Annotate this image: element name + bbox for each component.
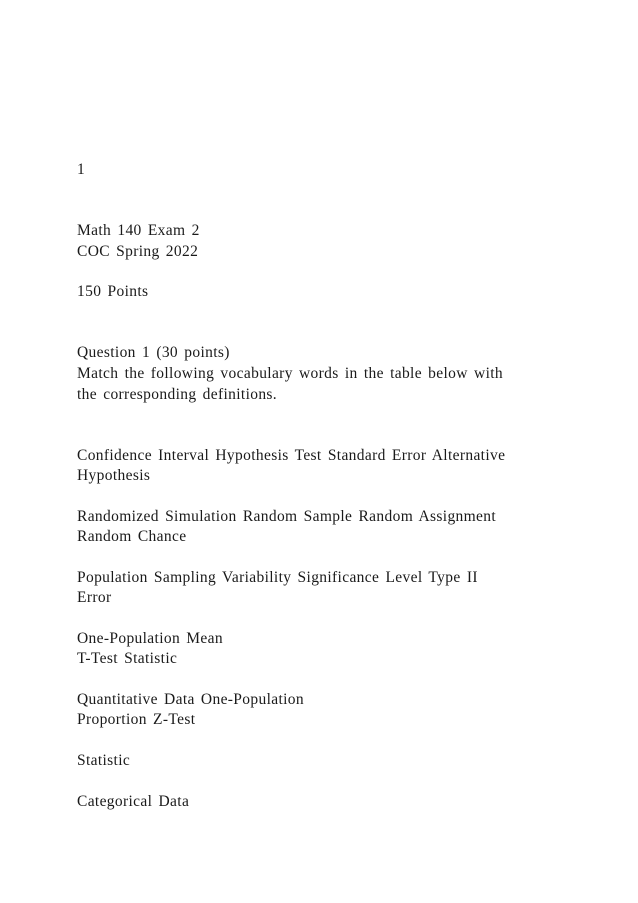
question-instructions-line-1: Match the following vocabulary words in the table below with: [77, 365, 503, 382]
vocab-group-1-line-1: Confidence Interval Hypothesis Test Standard Error Alternative: [77, 447, 506, 464]
exam-points: 150 Points: [77, 283, 149, 300]
course-title: Math 140 Exam 2: [77, 222, 200, 239]
vocab-group-3-line-1: Population Sampling Variability Significance Level Type II: [77, 569, 478, 586]
question-instructions-line-2: the corresponding definitions.: [77, 386, 278, 403]
vocab-group-6-line-1: Statistic: [77, 752, 131, 769]
vocab-group-5-line-2: Proportion Z-Test: [77, 711, 196, 728]
vocab-group-4-line-2: T-Test Statistic: [77, 650, 178, 667]
vocab-group-7-line-1: Categorical Data: [77, 793, 190, 810]
vocab-group-5-line-1: Quantitative Data One-Population: [77, 691, 304, 708]
question-heading: Question 1 (30 points): [77, 344, 230, 361]
course-term: COC Spring 2022: [77, 243, 199, 260]
vocab-group-2-line-2: Random Chance: [77, 528, 187, 545]
vocab-group-4-line-1: One-Population Mean: [77, 630, 223, 647]
page-number: 1: [77, 161, 86, 178]
vocab-group-3-line-2: Error: [77, 589, 112, 606]
vocab-group-1-line-2: Hypothesis: [77, 467, 151, 484]
vocab-group-2-line-1: Randomized Simulation Random Sample Random Assignment: [77, 508, 497, 525]
